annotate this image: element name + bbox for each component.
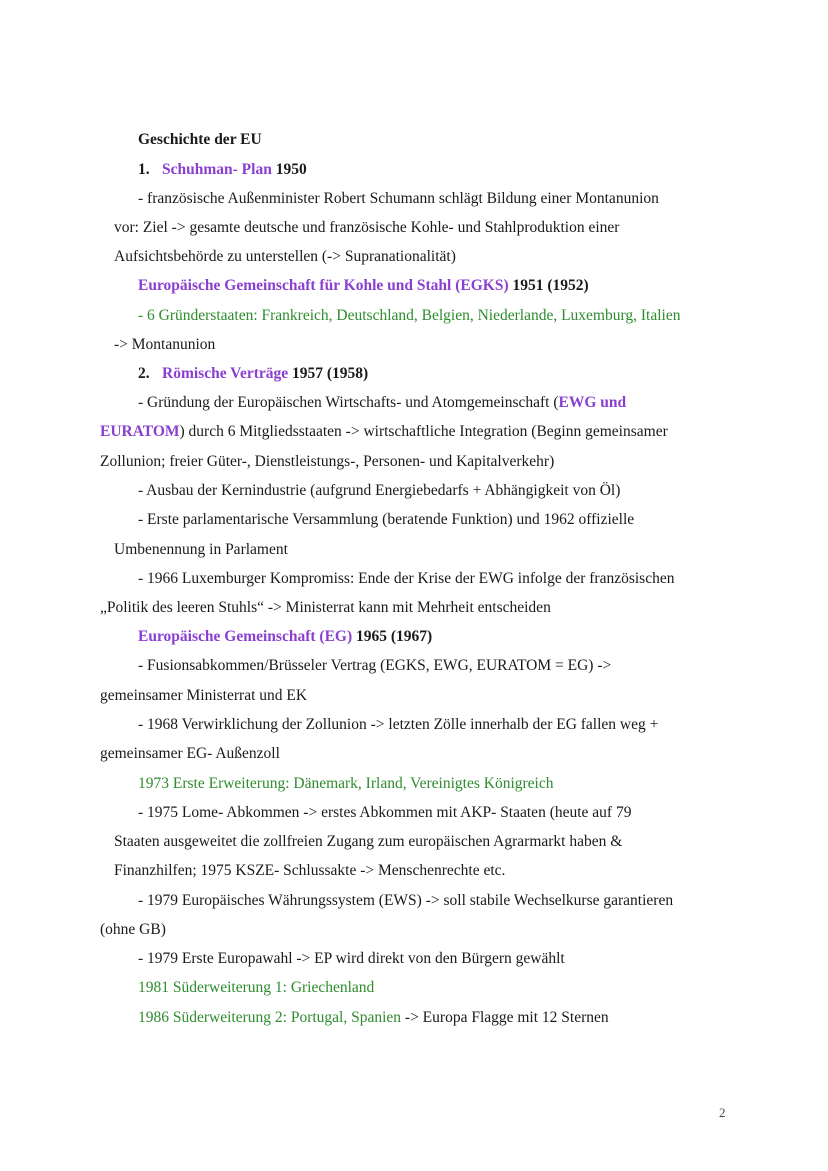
text-line: Staaten ausgeweitet die zollfreien Zugang zum europäischen Agrarmarkt haben & [114, 833, 623, 850]
text-span: - Gründung der Europäischen Wirtschafts- und Atomgemeinschaft ( [138, 394, 559, 411]
section-name: Schuhman- Plan [162, 161, 272, 178]
text-span: ) durch 6 Mitgliedsstaaten -> wirtschaftliche Integration (Beginn gemeinsamer [179, 423, 668, 440]
section-heading-1 [138, 160, 307, 180]
section-year: 1957 (1958) [288, 365, 369, 382]
highlight-term: EURATOM [100, 423, 180, 440]
text-line: - 1979 Erste Europawahl -> EP wird direkt von den Bürgern gewählt [138, 950, 565, 967]
text-line: - Fusionsabkommen/Brüsseler Vertrag (EGKS, EWG, EURATOM = EG) -> [138, 657, 612, 674]
text-line: Umbenennung in Parlament [114, 541, 288, 558]
text-line: (ohne GB) [100, 921, 166, 938]
section-number: 2. [138, 365, 150, 382]
org-name: Europäische Gemeinschaft (EG) [138, 628, 353, 645]
page-title: Geschichte der EU [138, 131, 262, 148]
text-line: Finanzhilfen; 1975 KSZE- Schlussakte -> Menschenrechte etc. [114, 862, 506, 879]
org-year: 1951 (1952) [508, 277, 589, 294]
subheading-eg [138, 627, 432, 647]
text-line [138, 393, 626, 413]
section-name: Römische Verträge [162, 365, 289, 382]
org-name: Europäische Gemeinschaft für Kohle und Stahl (EGKS) [138, 277, 509, 294]
text-line: - 1979 Europäisches Währungssystem (EWS) -> soll stabile Wechselkurse garantieren [138, 892, 674, 909]
page-number: 2 [719, 1105, 726, 1120]
text-line: gemeinsamer EG- Außenzoll [100, 745, 280, 762]
text-span-green: 1986 Süderweiterung 2: Portugal, Spanien [138, 1009, 402, 1026]
text-line [100, 422, 668, 442]
text-line: - Erste parlamentarische Versammlung (beratende Funktion) und 1962 offizielle [138, 511, 635, 528]
text-line: - französische Außenminister Robert Schumann schlägt Bildung einer Montanunion [138, 190, 659, 207]
section-number: 1. [138, 161, 150, 178]
text-line: - 1966 Luxemburger Kompromiss: Ende der Krise der EWG infolge der französischen [138, 570, 675, 587]
text-line: „Politik des leeren Stuhls“ -> Ministerrat kann mit Mehrheit entscheiden [100, 599, 551, 616]
text-line-green: 1973 Erste Erweiterung: Dänemark, Irland, Vereinigtes Königreich [138, 775, 554, 792]
text-span: -> Europa Flagge mit 12 Sternen [401, 1009, 609, 1026]
text-line-green: 1981 Süderweiterung 1: Griechenland [138, 979, 375, 996]
org-year: 1965 (1967) [352, 628, 433, 645]
text-line: Aufsichtsbehörde zu unterstellen (-> Supranationalität) [114, 248, 456, 265]
text-line: Zollunion; freier Güter-, Dienstleistungs-, Personen- und Kapitalverkehr) [100, 453, 555, 470]
text-line: - Ausbau der Kernindustrie (aufgrund Energiebedarfs + Abhängigkeit von Öl) [138, 482, 621, 499]
text-line: - 1975 Lome- Abkommen -> erstes Abkommen mit AKP- Staaten (heute auf 79 [138, 804, 632, 821]
text-line: vor: Ziel -> gesamte deutsche und französische Kohle- und Stahlproduktion einer [114, 219, 620, 236]
text-line: gemeinsamer Ministerrat und EK [100, 687, 308, 704]
highlight-term: EWG und [558, 394, 627, 411]
text-line: - 1968 Verwirklichung der Zollunion -> letzten Zölle innerhalb der EG fallen weg + [138, 716, 659, 733]
section-year: 1950 [271, 161, 307, 178]
text-line [138, 1008, 609, 1028]
text-line: -> Montanunion [114, 336, 216, 353]
section-heading-2 [138, 364, 368, 384]
text-line-green: - 6 Gründerstaaten: Frankreich, Deutschland, Belgien, Niederlande, Luxemburg, Italien [138, 307, 681, 324]
subheading-egks [138, 276, 589, 296]
